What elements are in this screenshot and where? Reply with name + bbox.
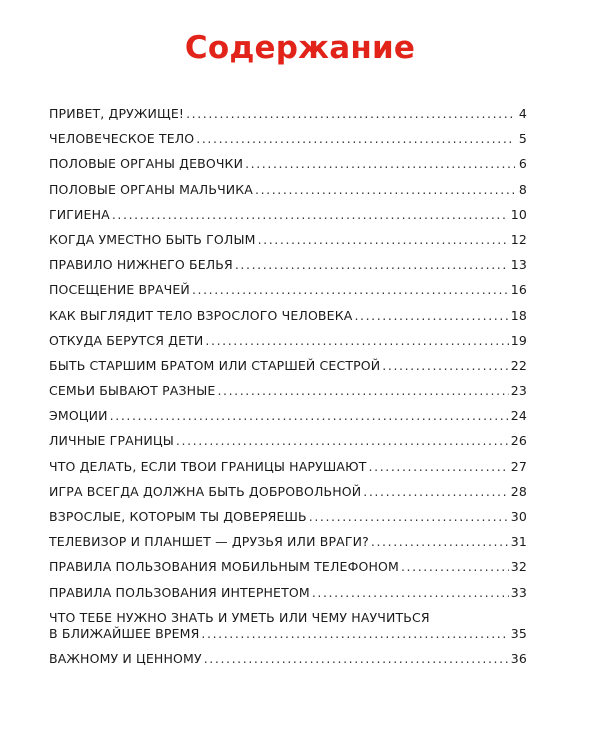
toc-entry-page: 4 — [518, 106, 527, 121]
toc-entry-page: 28 — [510, 483, 527, 499]
dot-leader — [382, 358, 508, 373]
toc-entry-page: 6 — [518, 156, 527, 172]
toc-entry-page: 19 — [510, 332, 527, 348]
dot-leader — [192, 282, 509, 297]
toc-entry-title: ОТКУДА БЕРУТСЯ ДЕТИ — [49, 332, 204, 348]
table-of-contents — [49, 106, 527, 676]
dot-leader — [186, 106, 515, 121]
toc-entry-page: 8 — [518, 181, 527, 197]
dot-leader — [401, 559, 509, 574]
toc-entry[interactable] — [49, 207, 527, 232]
page-title: Содержание — [184, 30, 416, 66]
toc-entry-page: 10 — [510, 206, 527, 222]
dot-leader — [110, 408, 509, 423]
toc-entry-page: 23 — [510, 383, 527, 399]
toc-entry[interactable] — [49, 610, 527, 651]
toc-entry-title: ПОСЕЩЕНИЕ ВРАЧЕЙ — [49, 282, 190, 298]
toc-entry-title: КОГДА УМЕСТНО БЫТЬ ГОЛЫМ — [49, 231, 256, 247]
dot-leader — [176, 433, 509, 448]
toc-entry-page: 18 — [510, 307, 527, 323]
toc-entry-title: ГИГИЕНА — [49, 206, 110, 222]
toc-entry[interactable] — [49, 534, 527, 559]
toc-entry-page: 30 — [510, 509, 527, 524]
toc-entry[interactable] — [49, 182, 527, 207]
toc-entry-title: БЫТЬ СТАРШИМ БРАТОМ ИЛИ СТАРШЕЙ СЕСТРОЙ — [49, 357, 381, 373]
toc-entry-line2 — [49, 626, 527, 641]
dot-leader — [369, 459, 509, 474]
toc-entry-title: ЭМОЦИИ — [49, 408, 108, 424]
toc-entry[interactable] — [49, 383, 527, 408]
toc-entry-title: СЕМЬИ БЫВАЮТ РАЗНЫЕ — [49, 383, 216, 399]
toc-entry-title: ЛИЧНЫЕ ГРАНИЦЫ — [49, 433, 174, 449]
toc-entry-title: КАК ВЫГЛЯДИТ ТЕЛО ВЗРОСЛОГО ЧЕЛОВЕКА — [49, 307, 353, 323]
toc-entry-page: 36 — [510, 650, 527, 666]
dot-leader — [196, 131, 515, 146]
toc-entry-page: 22 — [510, 357, 527, 373]
toc-entry-title: ПОЛОВЫЕ ОРГАНЫ МАЛЬЧИКА — [49, 181, 254, 197]
toc-entry-title: ВАЖНОМУ И ЦЕННОМУ — [49, 650, 202, 666]
toc-entry-title: ЧЕЛОВЕЧЕСКОЕ ТЕЛО — [49, 131, 195, 147]
toc-entry[interactable] — [49, 509, 527, 534]
toc-entry[interactable] — [49, 333, 527, 358]
dot-leader — [112, 207, 509, 222]
toc-entry-page: 16 — [510, 282, 527, 298]
toc-entry-title: ПРАВИЛА ПОЛЬЗОВАНИЯ ИНТЕРНЕТОМ — [49, 584, 310, 600]
toc-entry[interactable] — [49, 433, 527, 458]
toc-entry-title: ТЕЛЕВИЗОР И ПЛАНШЕТ — ДРУЗЬЯ ИЛИ ВРАГИ? — [49, 534, 369, 550]
toc-entry-page: 24 — [510, 408, 527, 424]
toc-entry-page: 5 — [518, 131, 527, 147]
toc-entry-title: ПРАВИЛА ПОЛЬЗОВАНИЯ МОБИЛЬНЫМ ТЕЛЕФОНОМ — [49, 559, 399, 575]
toc-entry-title-line2: В БЛИЖАЙШЕЕ ВРЕМЯ — [49, 625, 200, 641]
toc-entry-title: ЧТО ДЕЛАТЬ, ЕСЛИ ТВОИ ГРАНИЦЫ НАРУШАЮТ — [49, 458, 367, 474]
dot-leader — [309, 509, 509, 524]
toc-entry[interactable] — [49, 232, 527, 257]
toc-entry[interactable] — [49, 257, 527, 282]
dot-leader — [245, 156, 515, 171]
toc-entry[interactable] — [49, 308, 527, 333]
toc-entry[interactable] — [49, 408, 527, 433]
toc-entry-title: ПРИВЕТ, ДРУЖИЩЕ! — [49, 106, 185, 121]
toc-entry-title: ВЗРОСЛЫЕ, КОТОРЫМ ТЫ ДОВЕРЯЕШЬ — [49, 509, 307, 524]
dot-leader — [201, 626, 508, 641]
toc-entry-title: ИГРА ВСЕГДА ДОЛЖНА БЫТЬ ДОБРОВОЛЬНОЙ — [49, 483, 362, 499]
toc-entry-page: 13 — [510, 257, 527, 273]
toc-entry[interactable] — [49, 651, 527, 676]
toc-entry-page: 26 — [510, 433, 527, 449]
dot-leader — [312, 585, 509, 600]
toc-entry-page: 12 — [510, 231, 527, 247]
toc-entry[interactable] — [49, 282, 527, 307]
toc-entry-page: 35 — [510, 625, 527, 641]
dot-leader — [217, 383, 508, 398]
dot-leader — [204, 651, 509, 666]
dot-leader — [205, 333, 508, 348]
dot-leader — [255, 182, 515, 197]
dot-leader — [258, 232, 509, 247]
toc-entry-page: 27 — [510, 458, 527, 474]
dot-leader — [235, 257, 509, 272]
dot-leader — [363, 484, 509, 499]
toc-entry[interactable] — [49, 106, 527, 131]
toc-entry-page: 32 — [510, 559, 527, 575]
toc-entry-title-line1: ЧТО ТЕБЕ НУЖНО ЗНАТЬ И УМЕТЬ ИЛИ ЧЕМУ НАУЧИТЬСЯ — [49, 609, 430, 625]
toc-entry-title: ПОЛОВЫЕ ОРГАНЫ ДЕВОЧКИ — [49, 156, 244, 172]
toc-entry[interactable] — [49, 585, 527, 610]
toc-entry-page: 33 — [510, 584, 527, 600]
toc-entry[interactable] — [49, 459, 527, 484]
toc-entry[interactable] — [49, 131, 527, 156]
toc-entry[interactable] — [49, 484, 527, 509]
dot-leader — [371, 534, 509, 549]
toc-entry-page: 31 — [510, 534, 527, 550]
toc-entry[interactable] — [49, 156, 527, 181]
dot-leader — [354, 308, 508, 323]
toc-entry[interactable] — [49, 358, 527, 383]
toc-entry-title: ПРАВИЛО НИЖНЕГО БЕЛЬЯ — [49, 257, 233, 273]
toc-entry[interactable] — [49, 559, 527, 584]
